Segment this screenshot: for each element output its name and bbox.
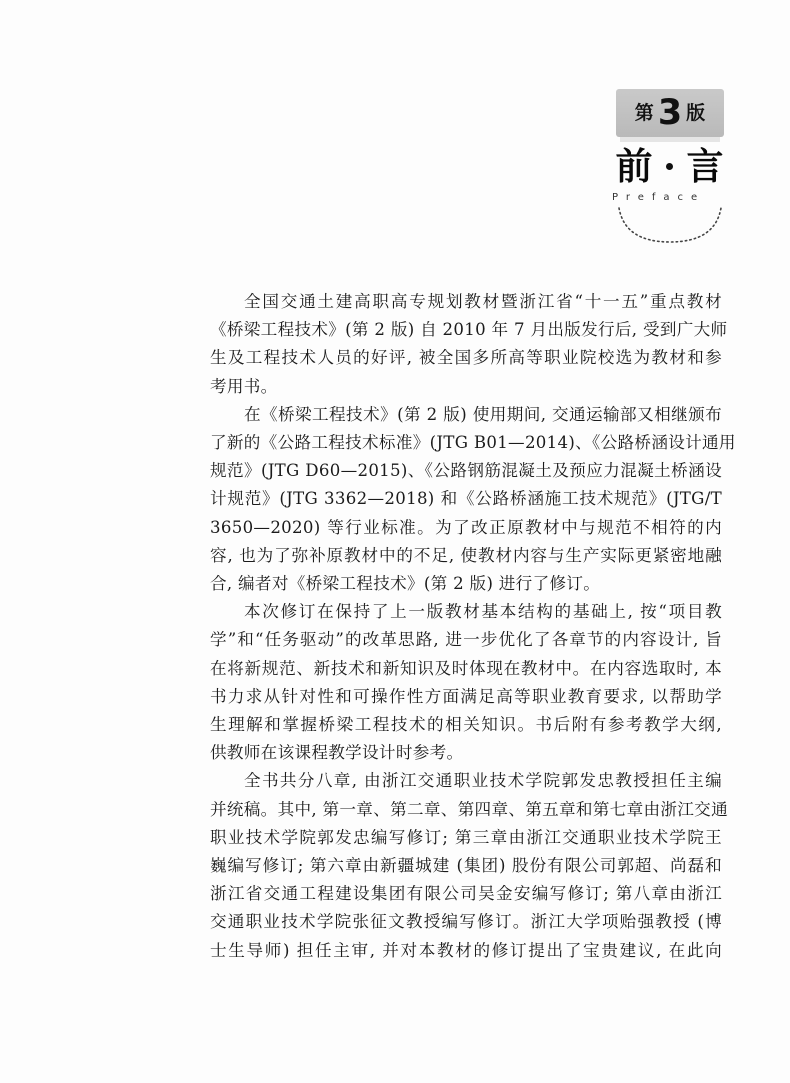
paragraph-line: 书力求从针对性和可操作性方面满足高等职业教育要求, 以帮助学 <box>210 686 722 706</box>
paragraph-line: 本次修订在保持了上一版教材基本结构的基础上, 按“项目教 <box>244 602 722 622</box>
title-second-char: 言 <box>686 144 724 188</box>
title-separator-dot <box>666 163 673 170</box>
edition-suffix: 版 <box>686 101 706 124</box>
paragraph <box>210 288 728 401</box>
paragraph-line: 3650—2020) 等行业标准。为了改正原教材中与规范不相符的内 <box>210 517 722 537</box>
paragraph <box>210 767 728 964</box>
paragraph-line: 《桥梁工程技术》(第 2 版) 自 2010 年 7 月出版发行后, 受到广大师 <box>210 320 728 340</box>
paragraph <box>210 401 736 598</box>
title-first-char: 前 <box>615 144 653 188</box>
edition-prefix: 第 <box>634 101 654 124</box>
paragraph-line: 生及工程技术人员的好评, 被全国多所高等职业院校选为教材和参 <box>210 348 722 368</box>
paragraph-line: 计规范》(JTG 3362—2018) 和《公路桥涵施工技术规范》(JTG/T <box>210 489 722 509</box>
paragraph-line: 考用书。 <box>210 376 278 396</box>
paragraph-line: 在将新规范、新技术和新知识及时体现在教材中。在内容选取时, 本 <box>210 658 722 678</box>
edition-number: 3 <box>657 92 683 133</box>
paragraph-line: 巍编写修订; 第六章由新疆城建 (集团) 股份有限公司郭超、尚磊和 <box>210 856 722 876</box>
paragraph-line: 士生导师) 担任主审, 并对本教材的修订提出了宝贵建议, 在此向 <box>210 940 722 960</box>
paragraph-line: 规范》(JTG D60—2015)、《公路钢筋混凝土及预应力混凝土桥涵设 <box>210 461 722 481</box>
paragraph-line: 并统稿。其中, 第一章、第二章、第四章、第五章和第七章由浙江交通 <box>210 799 728 819</box>
paragraph-line: 浙江省交通工程建设集团有限公司吴金安编写修订; 第八章由浙江 <box>210 884 722 904</box>
decorative-dotted-arc <box>615 206 725 246</box>
paragraph-line: 全国交通土建高职高专规划教材暨浙江省“十一五”重点教材 <box>244 292 722 311</box>
paragraph-line: 生理解和掌握桥梁工程技术的相关知识。书后附有参考教学大纲, <box>210 715 722 735</box>
paragraph-line: 供教师在该课程教学设计时参考。 <box>210 743 464 763</box>
paragraph-line: 了新的《公路工程技术标准》(JTG B01—2014)、《公路桥涵设计通用 <box>210 433 736 453</box>
page-title <box>612 142 727 190</box>
paragraph-line: 职业技术学院郭发忠编写修订; 第三章由浙江交通职业技术学院王 <box>210 827 722 847</box>
edition-badge <box>616 89 724 137</box>
paragraph-line: 学”和“任务驱动”的改革思路, 进一步优化了各章节的内容设计, 旨 <box>210 630 722 650</box>
paragraph-line: 在《桥梁工程技术》(第 2 版) 使用期间, 交通运输部又相继颁布 <box>244 404 722 424</box>
paragraph-line: 交通职业技术学院张征文教授编写修订。浙江大学项贻强教授 (博 <box>210 912 722 932</box>
paragraph-line: 容, 也为了弥补原教材中的不足, 使教材内容与生产实际更紧密地融 <box>210 545 722 565</box>
english-subtitle: Preface <box>612 192 706 203</box>
paragraph-line: 合, 编者对《桥梁工程技术》(第 2 版) 进行了修订。 <box>210 574 601 594</box>
paragraph <box>210 598 722 767</box>
paragraph-line: 全书共分八章, 由浙江交通职业技术学院郭发忠教授担任主编 <box>244 771 722 791</box>
preface-body <box>210 288 736 965</box>
edition-label <box>616 89 724 137</box>
